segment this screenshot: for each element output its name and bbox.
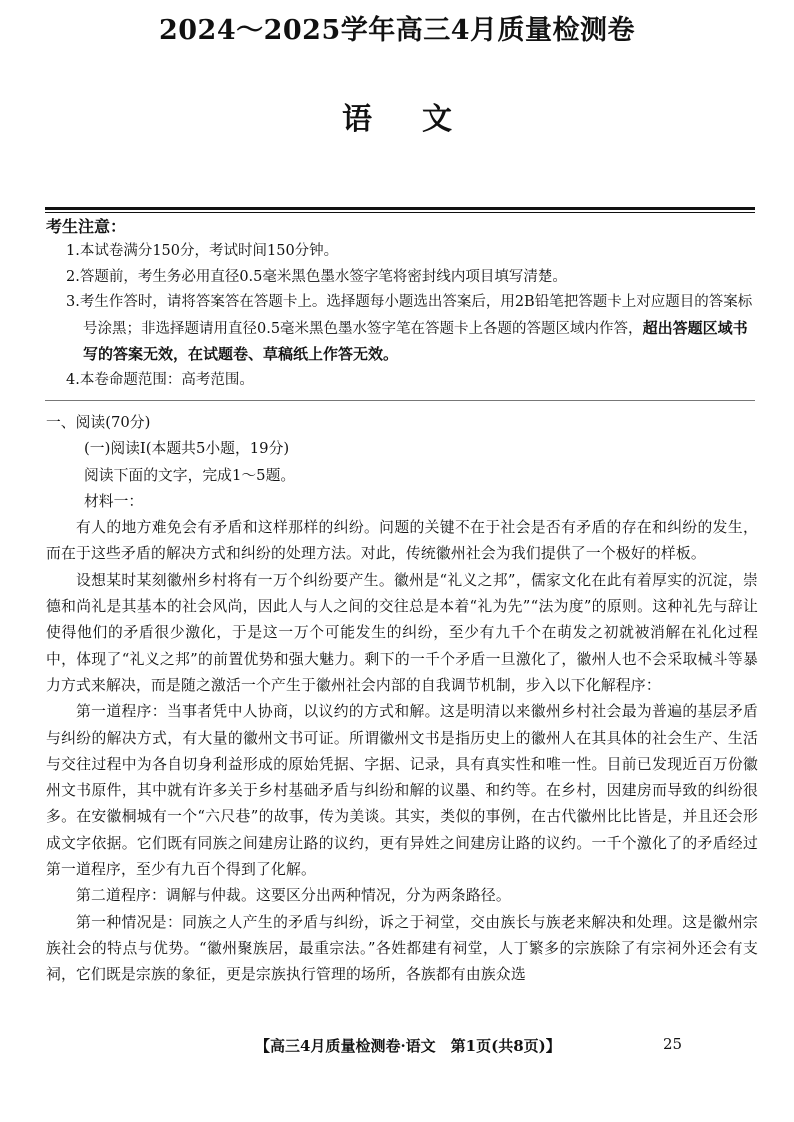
passage-paragraph: 有人的地方难免会有矛盾和这样那样的纠纷。问题的关键不在于社会是否有矛盾的存在和纠纷的发生，而在于这些矛盾的解决方式和纠纷的处理方法。对此，传统徽州社会为我们提供了一个极好的样板。 [46,519,758,563]
passage-paragraph: 设想某时某刻徽州乡村将有一万个纠纷要产生。徽州是“礼义之邦”，儒家文化在此有着厚实的沉淀，崇德和尚礼是其基本的社会风尚，因此人与人之间的交往总是本着“礼为先”“法为度”的原则。这种礼先与辞让使得他们的矛盾很少激化，于是这一万个可能发生的纠纷，至少有九千个在萌发之初就被消解在礼化过程中，体现了“礼义之邦”的前置优势和强大魅力。剩下的一千个矛盾一旦激化了，徽州人也不会采取械斗等暴力方式来解决，而是随之激活一个产生于徽州社会内部的自我调节机制，步入以下化解程序： [46,571,758,694]
notice-item: 4.本卷命题范围：高考范围。 [66,372,254,389]
divider-thin [45,212,755,213]
divider-bottom [45,400,755,401]
material-label: 材料一： [84,492,144,510]
subject-title: 语文 [342,102,502,137]
section-heading: 一、阅读(70分) [46,414,151,431]
exam-title: 2024～2025学年高三4月质量检测卷 [158,15,636,46]
reading-section [46,410,758,989]
instruction: 阅读下面的文字，完成1～5题。 [84,466,296,484]
divider-thick [45,207,755,210]
footer-text: 【高三4月质量检测卷·语文 第1页(共8页)】 [255,1037,561,1055]
notice-item: 1.本试卷满分150分，考试时间150分钟。 [66,243,339,260]
sub-heading: (一)阅读Ⅰ(本题共5小题，19分) [84,440,290,458]
candidate-notice [46,214,758,394]
notice-item [46,290,758,368]
notice-title: 考生注意： [46,217,127,236]
notice-emphasis: 超出答题区域书写的答案无效，在试题卷、草稿纸上作答无效。 [83,318,748,364]
passage-paragraph: 第一道程序：当事者凭中人协商，以议约的方式和解。这是明清以来徽州乡村社会最为普遍的基层矛盾与纠纷的解决方式，有大量的徽州文书可证。所谓徽州文书是指历史上的徽州人在其具体的社会生产、生活与交往过程中为各自切身利益形成的原始凭据、字据、记录，具有真实性和唯一性。目前已发现近百万份徽州文书原件，其中就有许多关于乡村基础矛盾与纠纷和解的议墨、和约等。在乡村，因建房而导致的纠纷很多。在安徽桐城有一个“六尺巷”的故事，传为美谈。其实，类似的事例，在古代徽州比比皆是，并且还会形成文字依据。它们既有同族之间建房让路的议约，更有异姓之间建房让路的议约。一千个激化了的矛盾经过第一道程序，至少有九百个得到了化解。 [46,703,758,879]
notice-item: 2.答题前，考生务必用直径0.5毫米黑色墨水签字笔将密封线内项目填写清楚。 [66,268,567,285]
passage-paragraph: 第二道程序：调解与仲裁。这要区分出两种情况，分为两条路径。 [76,887,511,905]
passage-paragraph: 第一种情况是：同族之人产生的矛盾与纠纷，诉之于祠堂，交由族长与族老来解决和处理。这是徽州宗族社会的特点与优势。“徽州聚族居，最重宗法。”各姓都建有祠堂，人丁繁多的宗族除了有宗祠外还会有支祠，它们既是宗族的象征，更是宗族执行管理的场所，各族都有由族众选 [46,913,758,984]
notice-item-text: 3.考生作答时，请将答案答在答题卡上。选择题每小题选出答案后，用2B铅笔把答题卡上对应题目的答案标号涂黑；非选择题请用直径0.5毫米黑色墨水签字笔在答题卡上各题的答题区域内作答， [66,294,753,337]
page-code: 25 [663,1035,683,1053]
